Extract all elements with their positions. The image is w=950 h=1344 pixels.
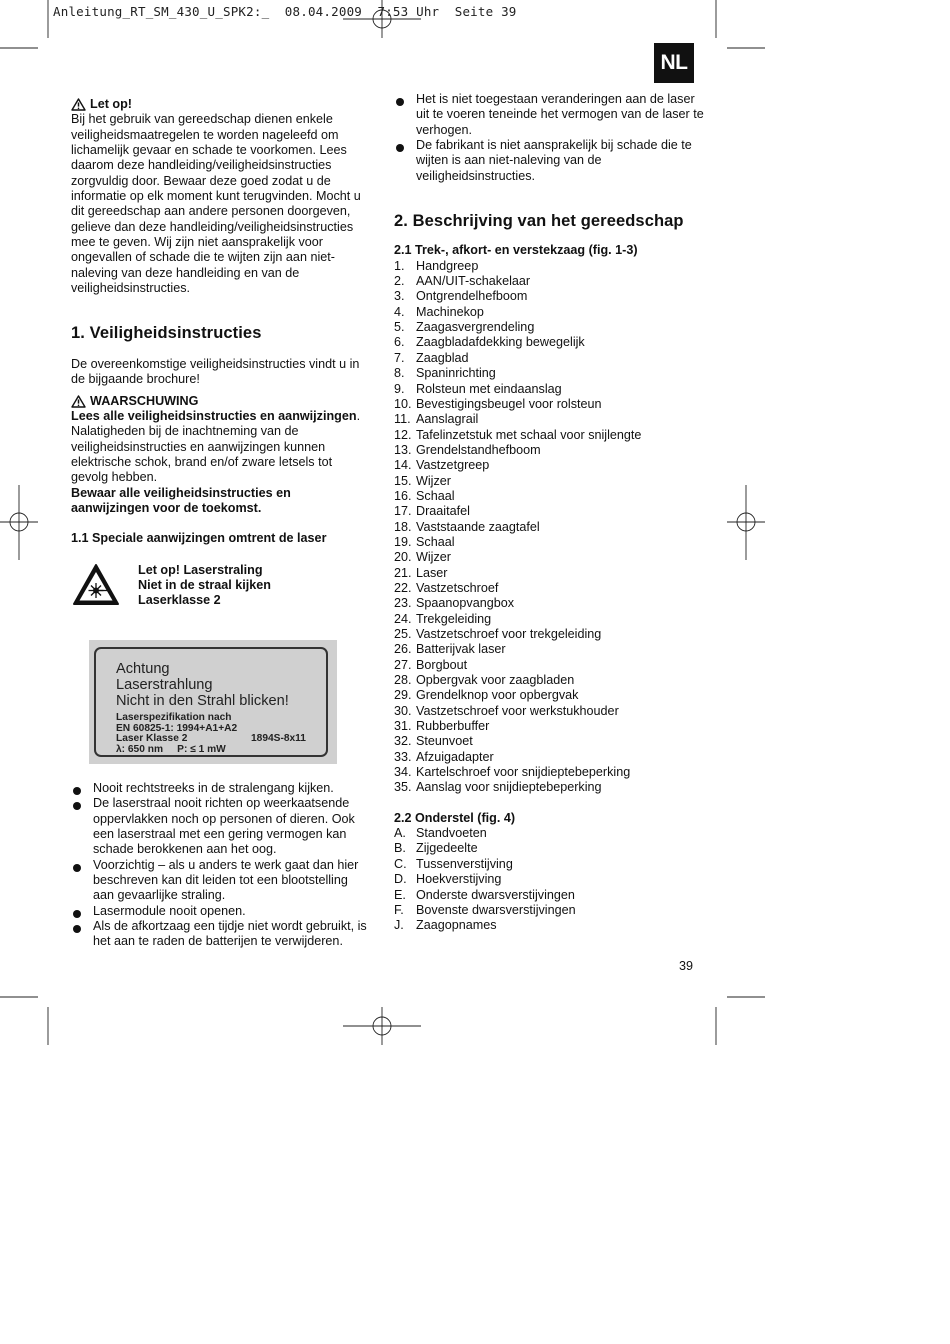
list-item-number: C.	[394, 856, 407, 871]
list-item-label: Hoekverstijving	[416, 872, 502, 887]
list-item-label: Schaal	[416, 488, 455, 503]
warning-title: WAARSCHUWING	[90, 393, 199, 408]
list-item-number: 34.	[394, 765, 412, 780]
list-item-number: 27.	[394, 657, 412, 672]
list-item-label: Tussenverstijving	[416, 856, 513, 871]
list-item	[394, 872, 704, 887]
list-item-number: 18.	[394, 519, 412, 534]
list-item-label: Steunvoet	[416, 734, 473, 749]
sub11-title: 1.1 Speciale aanwijzingen omtrent de laser	[71, 531, 327, 546]
list-item	[394, 412, 704, 427]
laser-bullet: Als de afkortzaag een tijdje niet wordt gebruikt, is het aan te raden de batterijen te verwijderen.	[71, 919, 371, 950]
laser-line-1: Let op! Laserstraling	[138, 562, 263, 577]
list-item	[394, 366, 704, 381]
list-item-label: Rubberbuffer	[416, 719, 490, 734]
list-item-label: Vastzetschroef voor trekgeleiding	[416, 627, 602, 641]
list-item-number: 9.	[394, 381, 405, 396]
list-item-label: Laser	[416, 565, 448, 580]
list-item	[394, 474, 704, 489]
list-item-number: 23.	[394, 596, 412, 611]
list-item-label: Kartelschroef voor snijdieptebeperking	[416, 765, 631, 780]
list-item-number: 1.	[394, 258, 405, 273]
laser-bullet: De laserstraal nooit richten op weerkaatsende oppervlakken noch op personen of dieren. Ook een laserstraal met een gering vermogen kan schade berokkenen aan het oog.	[71, 796, 371, 857]
list-item-number: 3.	[394, 289, 405, 304]
list-item-label: Wijzer	[416, 473, 451, 488]
letop-text: Bij het gebruik van gereedschap dienen enkele veiligheidsmaatregelen te worden nageleefd om lichamelijk gevaar en schade te voorkomen. Lees daarom deze handleiding/veiligheidsinstructies zorgvuldig door. Bewaar deze goed zodat u de informatie op elk moment kunt terugvinden. Mocht u dit gereedschap aan andere personen doorgeven, gelieve dan deze handleiding/veiligheidsinstructies mee te geven. Wij zijn niet aansprakelijk voor ongevallen of schade die te wijten zijn aan niet-naleving van deze handleiding en van de veiligheidsinstructies.	[71, 112, 361, 296]
list-item-label: AAN/UIT-schakelaar	[416, 274, 531, 289]
laser-bullet: De fabrikant is niet aansprakelijk bij schade die te wijten is aan niet-naleving van de veiligheidsinstructies.	[394, 138, 704, 184]
warning-icon	[71, 395, 86, 408]
list-item-number: 15.	[394, 473, 412, 488]
list-item-number: 4.	[394, 304, 405, 319]
list-item	[394, 658, 704, 673]
laser-warning-text	[138, 563, 271, 609]
laser-line-2: Niet in de straal kijken	[138, 577, 271, 592]
list-item-number: 19.	[394, 534, 412, 549]
list-item	[394, 918, 704, 933]
left-column	[71, 97, 371, 609]
warning-dot: .	[356, 408, 361, 423]
list-item	[394, 259, 704, 274]
plate-spec-4: λ: 650 nm P: ≤ 1 mW	[116, 743, 226, 755]
list-item-label: Rolsteun met eindaanslag	[416, 381, 562, 396]
parts-list	[394, 259, 704, 796]
list-item-number: 8.	[394, 366, 405, 381]
list-item-label: Vastzetgreep	[416, 458, 490, 473]
list-item	[394, 780, 704, 795]
running-header: Anleitung_RT_SM_430_U_SPK2:_ 08.04.2009 7:53 Uhr Seite 39	[53, 4, 517, 19]
list-item-label: Spaninrichting	[416, 366, 496, 381]
list-item-number: 32.	[394, 734, 412, 749]
list-item-number: 24.	[394, 611, 412, 626]
list-item	[394, 704, 704, 719]
list-item	[394, 443, 704, 458]
list-item	[394, 520, 704, 535]
list-item-label: Zaagbladafdekking bewegelijk	[416, 335, 585, 350]
list-item	[394, 428, 704, 443]
sub21-title: 2.1 Trek-, afkort- en verstekzaag (fig. 1-3)	[394, 243, 638, 258]
list-item-label: Machinekop	[416, 304, 484, 319]
list-item-label: Zaagblad	[416, 350, 469, 365]
sub22-title: 2.2 Onderstel (fig. 4)	[394, 810, 516, 825]
list-item-label: Vastzetschroef voor werkstukhouder	[416, 703, 619, 718]
list-item	[394, 765, 704, 780]
laser-bullet: Het is niet toegestaan veranderingen aan de laser uit te voeren teneinde het vermogen van de laser te verhogen.	[394, 92, 704, 138]
warning-icon	[71, 98, 86, 111]
plate-line-3: Nicht in den Strahl blicken!	[116, 693, 289, 709]
list-item-number: 25.	[394, 627, 412, 641]
list-item	[394, 734, 704, 749]
list-item-number: 21.	[394, 565, 412, 580]
list-item-number: 12.	[394, 427, 412, 442]
list-item-label: Spaanopvangbox	[416, 596, 515, 611]
warning-heading	[71, 394, 371, 409]
list-item-label: Batterijvak laser	[416, 642, 506, 657]
list-item-number: 31.	[394, 719, 412, 734]
letop-heading	[71, 97, 371, 112]
list-item-label: Zaagasvergrendeling	[416, 320, 535, 335]
letop-title: Let op!	[90, 97, 132, 111]
list-item	[394, 688, 704, 703]
list-item	[394, 642, 704, 657]
list-item-label: Bovenste dwarsverstijvingen	[416, 902, 576, 917]
list-item-number: D.	[394, 872, 407, 887]
list-item-number: A.	[394, 826, 406, 841]
list-item-number: 13.	[394, 442, 412, 457]
plate-line-2: Laserstrahlung	[116, 677, 213, 693]
list-item-number: 35.	[394, 780, 412, 795]
list-item	[394, 320, 704, 335]
list-item-number: 16.	[394, 488, 412, 503]
list-item-label: Ontgrendelhefboom	[416, 289, 528, 304]
list-item	[394, 489, 704, 504]
list-item	[394, 397, 704, 412]
list-item-number: 33.	[394, 749, 412, 764]
list-item-label: Zaagopnames	[416, 918, 497, 933]
list-item	[394, 274, 704, 289]
list-item	[394, 596, 704, 611]
list-item	[394, 535, 704, 550]
list-item-label: Onderste dwarsverstijvingen	[416, 887, 575, 902]
laser-bullets	[71, 781, 371, 950]
list-item-label: Schaal	[416, 534, 455, 549]
list-item	[394, 612, 704, 627]
laser-label-plate	[89, 640, 337, 764]
plate-spec-3-code: 1894S-8x11	[251, 733, 306, 745]
list-item	[394, 458, 704, 473]
list-item	[394, 351, 704, 366]
list-item-number: 28.	[394, 673, 412, 688]
warning-lead	[71, 409, 371, 424]
section1-intro: De overeenkomstige veiligheidsinstructies vindt u in de bijgaande brochure!	[71, 356, 360, 387]
list-item-number: F.	[394, 902, 404, 917]
list-item	[394, 888, 704, 903]
list-item-number: E.	[394, 887, 406, 902]
list-item	[394, 627, 704, 642]
warning-keep: Bewaar alle veiligheidsinstructies en aanwijzingen voor de toekomst.	[71, 485, 291, 515]
list-item-label: Bevestigingsbeugel voor rolsteun	[416, 396, 602, 411]
stand-parts-list	[394, 826, 704, 933]
laser-bullet: Lasermodule nooit openen.	[71, 904, 371, 919]
list-item-label: Afzuigadapter	[416, 749, 494, 764]
warning-bold: Lees alle veiligheidsinstructies en aanwijzingen	[71, 408, 357, 423]
section2-title: 2. Beschrijving van het gereedschap	[394, 212, 684, 231]
list-item-label: Aanslagrail	[416, 412, 479, 427]
list-item-number: 20.	[394, 550, 412, 565]
list-item	[394, 857, 704, 872]
list-item-number: 11.	[394, 412, 411, 427]
list-item-label: Wijzer	[416, 550, 451, 565]
list-item-label: Handgreep	[416, 258, 479, 273]
plate-specs	[116, 713, 326, 755]
list-item	[394, 673, 704, 688]
laser-bullet: Nooit rechtstreeks in de stralengang kijken.	[71, 781, 371, 796]
list-item	[394, 841, 704, 856]
list-item	[394, 903, 704, 918]
plate-spec-1: Laserspezifikation nach	[116, 712, 232, 723]
list-item-number: 10.	[394, 396, 412, 411]
section1-title: 1. Veiligheidsinstructies	[71, 324, 262, 343]
list-item	[394, 504, 704, 519]
laser-label-frame	[94, 647, 328, 757]
list-item-label: Aanslag voor snijdieptebeperking	[416, 780, 602, 795]
list-item-number: 30.	[394, 703, 412, 718]
list-item-label: Opbergvak voor zaagbladen	[416, 673, 575, 688]
list-item	[394, 305, 704, 320]
list-item-number: 14.	[394, 458, 412, 473]
list-item-label: Grendelstandhefboom	[416, 442, 541, 457]
list-item-number: 5.	[394, 320, 405, 335]
warning-text: Nalatigheden bij de inachtneming van de veiligheidsinstructies en aanwijzingen kunnen elektrische schok, brand en/of zware letsels tot gevolg hebben.	[71, 424, 333, 485]
list-item-label: Vastzetschroef	[416, 580, 499, 595]
list-item-number: 29.	[394, 688, 412, 703]
list-item-label: Draaitafel	[416, 504, 470, 519]
list-item	[394, 826, 704, 841]
list-item-number: 7.	[394, 350, 405, 365]
list-item	[394, 750, 704, 765]
page-number: 39	[679, 959, 694, 973]
plate-spec-3-class: Laser Klasse 2	[116, 733, 188, 745]
list-item-number: 26.	[394, 642, 412, 657]
list-item	[394, 550, 704, 565]
list-item	[394, 289, 704, 304]
list-item	[394, 335, 704, 350]
list-item-label: Vaststaande zaagtafel	[416, 519, 540, 534]
list-item-label: Borgbout	[416, 657, 468, 672]
list-item-number: 22.	[394, 580, 412, 595]
list-item-label: Grendelknop voor opbergvak	[416, 688, 579, 703]
right-column	[394, 92, 704, 934]
list-item	[394, 581, 704, 596]
list-item-number: B.	[394, 841, 406, 856]
list-item-label: Tafelinzetstuk met schaal voor snijlengte	[416, 427, 642, 442]
list-item-number: J.	[394, 918, 404, 933]
list-item	[394, 566, 704, 581]
laser-line-3: Laserklasse 2	[138, 593, 221, 608]
list-item-number: 17.	[394, 504, 412, 519]
plate-spec-2: EN 60825-1: 1994+A1+A2	[116, 722, 238, 734]
list-item	[394, 719, 704, 734]
list-item-number: 6.	[394, 335, 405, 350]
list-item-label: Trekgeleiding	[416, 611, 492, 626]
plate-line-1: Achtung	[116, 661, 170, 677]
list-item-label: Standvoeten	[416, 826, 487, 841]
language-tab: NL	[654, 43, 694, 83]
list-item-label: Zijgedeelte	[416, 841, 478, 856]
laser-hazard-icon	[72, 563, 120, 607]
list-item-number: 2.	[394, 274, 405, 289]
list-item	[394, 382, 704, 397]
laser-bullet: Voorzichtig – als u anders te werk gaat dan hier beschreven kan dit leiden tot een blootstelling aan gevaarlijke straling.	[71, 858, 371, 904]
laser-warning	[71, 563, 371, 609]
